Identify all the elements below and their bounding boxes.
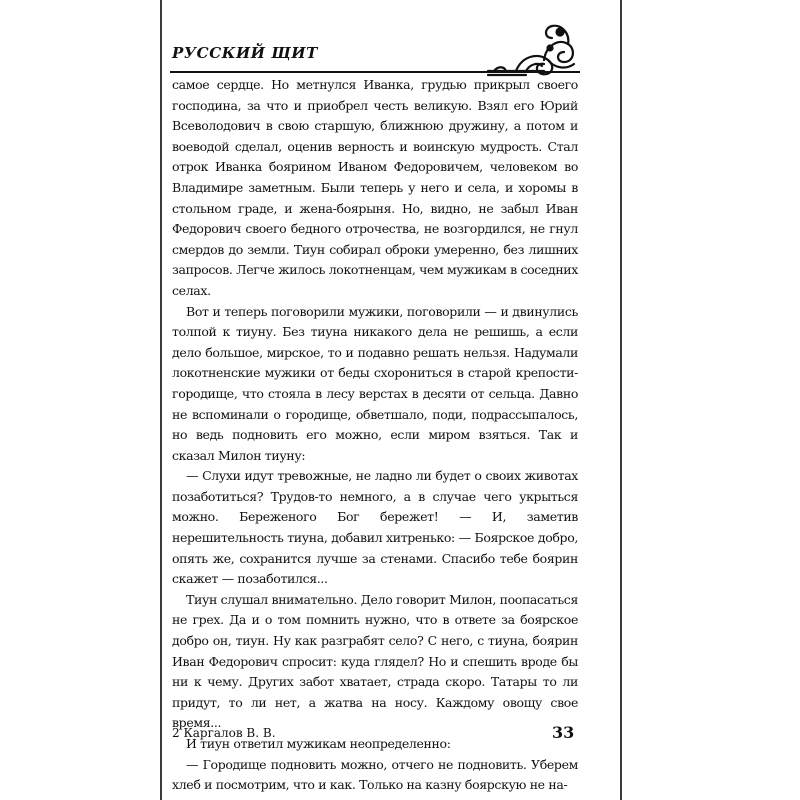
paragraph: самое сердце. Но метнулся Иванка, грудью прикрыл своего господина, за что и приобрел честь великую. Взял его Юрий Всеволодович в свою старшую, ближнюю дружину, а потом и воеводой сделал, оценив верность и воинскую мудрость. Стал отрок Иванка боярином Иваном Федоровичем, человеком во Владимире заметным. Были теперь у него и села, и хоромы в стольном граде, и жена-боярыня. Но, видно, не забыл Иван Федорович своего бедного отрочества, не возгордился, не гнул смердов до земли. Тиун собирал оброки умеренно, без лишних запросов. Легче жилось локотненцам, чем мужикам в соседних селах. [172,77,578,298]
page-number: 33 [552,723,575,742]
signature-mark: 2 Каргалов В. В. [172,726,276,740]
page-edge-right [620,0,622,800]
body-text [172,75,578,796]
paragraph: — Городище подновить можно, отчего не подновить. Уберем хлеб и посмотрим, что и как. Только на казну боярскую не на- [172,756,578,793]
running-header-title: РУССКИЙ ЩИТ [172,44,318,62]
paragraph: Вот и теперь поговорили мужики, поговорили — и двинулись толпой к тиуну. Без тиуна никакого дела не решишь, а если дело большое, мирское, то и подавно решать нельзя. Надумали локотненские мужики от беды схорониться в старой крепости-городище, что стояла в лесу верстах в десяти от сельца. Давно не вспоминали о городище, обветшало, поди, подрассыпалось, но ведь подновить его можно, если миром взяться. Так и сказал Милон тиуну: [172,303,578,463]
paragraph: И тиун ответил мужикам неопределенно: [186,736,451,751]
paragraph: — Слухи идут тревожные, не ладно ли будет о своих животах позаботиться? Трудов-то немного, а в случае чего укрыться можно. Береженого Бог бережет! — И, заметив нерешительность тиуна, добавил хитренько: — Боярское добро, опять же, сохранится лучше за стенами. Спасибо тебе боярин скажет — позаботился... [172,468,578,587]
celtic-scroll-ornament-icon [486,18,580,80]
paragraph: Тиун слушал внимательно. Дело говорит Милон, поопасаться не грех. Да и о том помнить нужно, что в ответе за боярское добро он, тиун. Ну как разграбят село? С него, с тиуна, боярин Иван Федорович спросит: куда глядел? Но и спешить вроде бы ни к чему. Других забот хватает, страда скоро. Татары то ли придут, то ли нет, а жатва на носу. Каждому овощу свое время... [172,591,578,731]
page-edge-left [160,0,162,800]
